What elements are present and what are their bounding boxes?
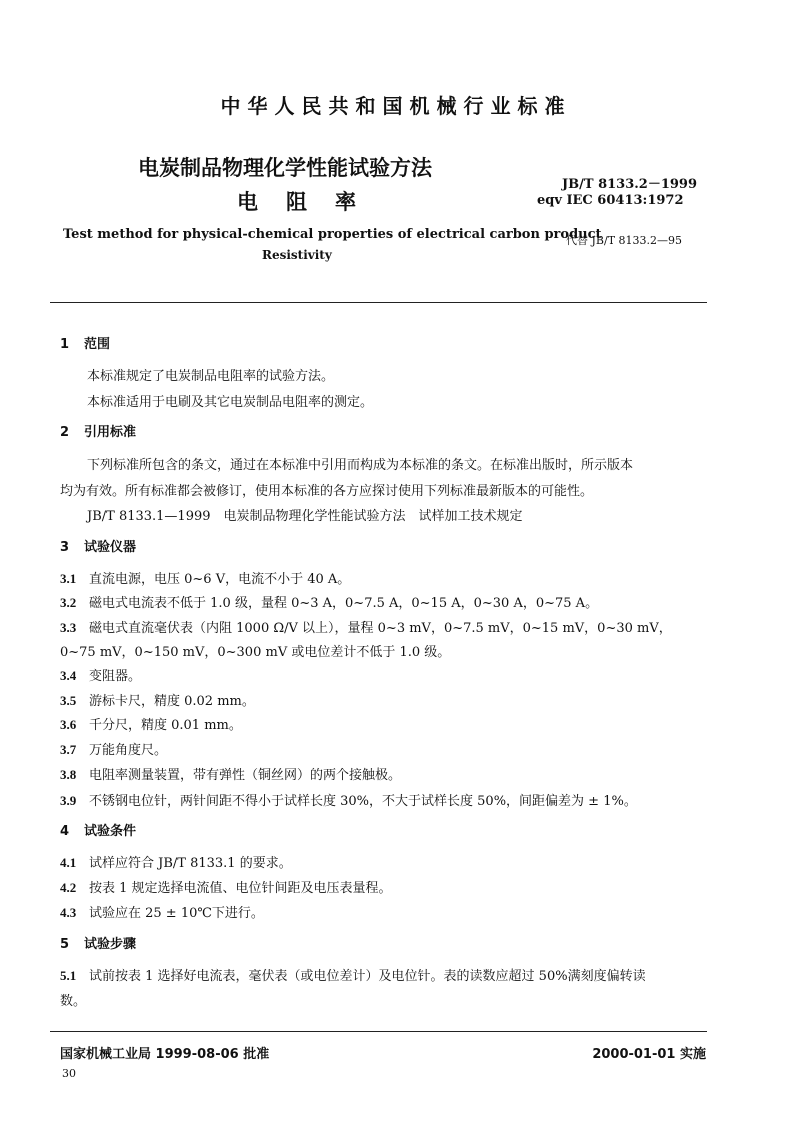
section-number: 3 (60, 540, 70, 555)
clause-text: 万能角度尺。 (89, 743, 168, 758)
clause-text: 试验应在 25 ± 10℃下进行。 (89, 906, 264, 921)
clause-number: 3.8 (60, 767, 77, 782)
english-title: Test method for physical-chemical properties of electrical carbon product (63, 227, 602, 242)
standard-equivalence: eqv IEC 60413:1972 (537, 193, 684, 208)
section-4-heading (60, 820, 136, 839)
clause (60, 665, 141, 684)
clause-text: 不锈钢电位针，两针间距不得小于试样长度 30%，不大于试样长度 50%，间距偏差为 ± 1%。 (89, 794, 637, 809)
section-number: 2 (60, 425, 70, 440)
clause-number: 3.6 (60, 717, 77, 732)
replaces-note: 代替 JB/T 8133.2—95 (566, 234, 683, 247)
clause (60, 902, 264, 921)
clause-continuation (60, 990, 86, 1009)
section-title: 试验仪器 (84, 540, 137, 555)
english-subtitle: Resistivity (262, 248, 332, 262)
section-2-heading (60, 421, 136, 440)
clause-text: 数。 (60, 994, 87, 1009)
clause (60, 790, 637, 809)
clause-number: 4.1 (60, 855, 77, 870)
clause-number: 3.7 (60, 742, 77, 757)
clause (60, 592, 598, 611)
clause (60, 877, 392, 896)
paragraph: 下列标准所包含的条文，通过在本标准中引用而构成为本标准的条文。在标准出版时，所示版本 (87, 458, 634, 473)
clause (60, 965, 646, 984)
clause (60, 714, 242, 733)
clause-text: 磁电式直流毫伏表（内阻 1000 Ω/V 以上），量程 0~3 mV，0~7.5 mV，0~15 mV，0~30 mV， (89, 621, 672, 636)
page-number: 30 (62, 1067, 76, 1080)
section-title: 试验步骤 (84, 937, 137, 952)
clause-text: 变阻器。 (89, 669, 142, 684)
clause-number: 4.2 (60, 880, 77, 895)
paragraph: 本标准规定了电炭制品电阻率的试验方法。 (87, 369, 335, 384)
clause-number: 4.3 (60, 905, 77, 920)
clause-text: 0~75 mV，0~150 mV，0~300 mV 或电位差计不低于 1.0 级。 (60, 645, 451, 660)
clause-text: 直流电源，电压 0~6 V，电流不小于 40 A。 (89, 572, 351, 587)
clause-number: 3.5 (60, 693, 77, 708)
clause-number: 3.1 (60, 571, 77, 586)
clause (60, 568, 350, 587)
section-title: 范围 (84, 337, 111, 352)
section-title: 引用标准 (84, 425, 137, 440)
clause-text: 千分尺，精度 0.01 mm。 (89, 718, 242, 733)
section-number: 4 (60, 824, 70, 839)
approval-line: 国家机械工业局 1999-08-06 批准 (60, 1047, 270, 1062)
reference-standard: JB/T 8133.1—1999 电炭制品物理化学性能试验方法 试样加工技术规定 (87, 509, 523, 524)
standard-category: 中华人民共和国机械行业标准 (220, 94, 572, 118)
clause-text: 按表 1 规定选择电流值、电位针间距及电压表量程。 (89, 881, 392, 896)
section-number: 5 (60, 937, 70, 952)
clause-text: 试前按表 1 选择好电流表，毫伏表（或电位差计）及电位针。表的读数应超过 50%满刻度偏转读 (89, 969, 646, 984)
clause-number: 3.9 (60, 793, 77, 808)
section-3-heading (60, 536, 136, 555)
clause-continuation (60, 641, 450, 660)
clause (60, 690, 255, 709)
clause-text: 试样应符合 JB/T 8133.1 的要求。 (89, 856, 292, 871)
section-title: 试验条件 (84, 824, 137, 839)
clause-text: 游标卡尺，精度 0.02 mm。 (89, 694, 255, 709)
clause-number: 5.1 (60, 968, 77, 983)
clause (60, 739, 167, 758)
section-number: 1 (60, 337, 70, 352)
section-5-heading (60, 933, 136, 952)
clause-text: 磁电式电流表不低于 1.0 级，量程 0~3 A，0~7.5 A，0~15 A，0~30 A，0~75 A。 (89, 596, 599, 611)
page-subtitle: 电阻率 (237, 190, 384, 214)
page-title: 电炭制品物理化学性能试验方法 (138, 156, 432, 180)
section-1-heading (60, 333, 110, 352)
paragraph: 本标准适用于电刷及其它电炭制品电阻率的测定。 (87, 395, 374, 410)
standard-code: JB/T 8133.2－1999 (562, 177, 698, 192)
clause (60, 852, 292, 871)
clause-number: 3.4 (60, 668, 77, 683)
header-divider (50, 302, 707, 303)
effective-date: 2000-01-01 实施 (592, 1047, 706, 1062)
clause-number: 3.2 (60, 595, 77, 610)
footer-divider (50, 1031, 707, 1032)
clause-number: 3.3 (60, 620, 77, 635)
paragraph: 均为有效。所有标准都会被修订，使用本标准的各方应探讨使用下列标准最新版本的可能性。 (60, 484, 594, 499)
clause (60, 617, 672, 636)
clause (60, 764, 401, 783)
clause-text: 电阻率测量装置，带有弹性（铜丝网）的两个接触极。 (89, 768, 402, 783)
